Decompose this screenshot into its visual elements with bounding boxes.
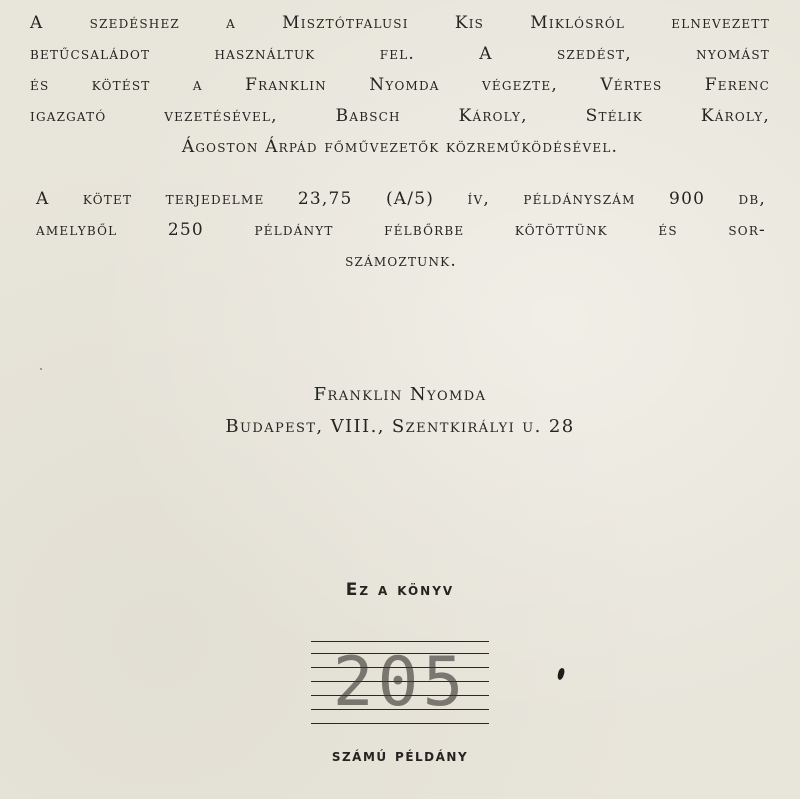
numbering-label-bottom: számú példány <box>331 746 469 766</box>
copy-number-box <box>311 641 489 727</box>
colophon-paragraph <box>30 8 770 163</box>
edition-line: amelyből 250 példányt félbőrbe kötöttünk és sor- <box>36 220 766 240</box>
copy-number-stamp: 205 <box>332 643 468 722</box>
edition-paragraph <box>36 184 766 277</box>
edition-line: számoztunk. <box>345 251 457 271</box>
colophon-line: Ágoston Árpád főművezetők közreműködésével. <box>181 137 619 157</box>
number-rule <box>311 641 489 642</box>
colophon-line: igazgató vezetésével, Babsch Károly, Stélik Károly, <box>30 106 770 126</box>
ink-speck <box>40 368 42 370</box>
ink-speck <box>557 668 565 681</box>
edition-line: A kötet terjedelme 23,75 (A/5) ív, példányszám 900 db, <box>36 189 766 209</box>
colophon-line: és kötést a Franklin Nyomda végezte, Vértes Ferenc <box>30 75 770 95</box>
printer-name: Franklin Nyomda <box>313 384 487 405</box>
colophon-line: A szedéshez a Misztótfalusi Kis Miklósról elnevezett <box>30 13 770 33</box>
printer-address: Budapest, VIII., Szentkirályi u. 28 <box>225 416 575 437</box>
number-rule <box>311 723 489 724</box>
colophon-line: betűcsaládot használtuk fel. A szedést, nyomást <box>30 44 770 64</box>
numbering-label-top: Ez a könyv <box>345 580 455 600</box>
